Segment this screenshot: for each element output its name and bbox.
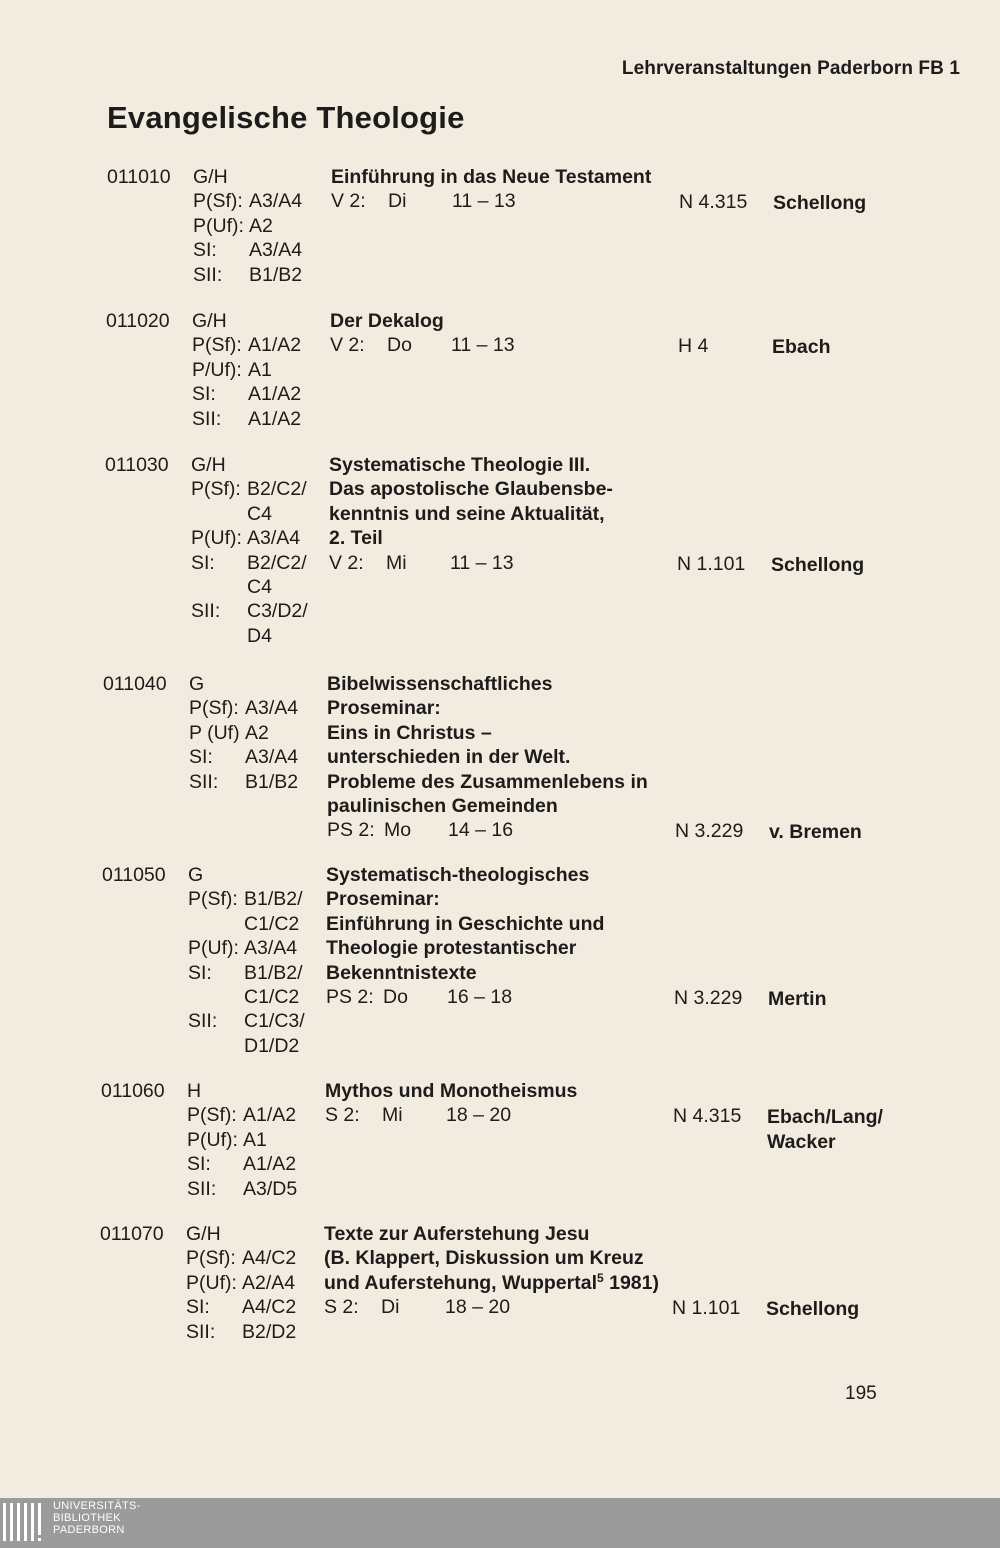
study-plan-label: P(Sf): <box>187 1104 237 1127</box>
study-plan-row <box>191 599 308 623</box>
study-plan-value: A1/A2 <box>243 1104 297 1127</box>
study-plan-value: A1 <box>248 358 272 381</box>
session-type: PS 2: <box>327 819 375 842</box>
study-plan-row <box>187 1103 296 1127</box>
schedule-line <box>326 985 966 1009</box>
study-plan-label: P(Uf): <box>186 1271 237 1294</box>
course-level: G/H <box>192 310 227 332</box>
study-plan-label: SII: <box>193 263 223 286</box>
study-plan-row <box>191 526 300 550</box>
course-title-line: Proseminar: <box>327 697 441 720</box>
course-level: G/H <box>193 166 228 188</box>
study-plan-value: A1/A2 <box>248 383 302 406</box>
weekday: Di <box>388 190 407 213</box>
lecturer: Mertin <box>768 988 827 1010</box>
lecturer: Schellong <box>771 553 865 576</box>
study-plan-row <box>186 1295 296 1319</box>
study-plan-row <box>188 887 303 911</box>
study-plan-row <box>187 1128 267 1152</box>
study-plan-value: A1/A2 <box>248 407 302 430</box>
time-slot: 14 – 16 <box>448 819 514 842</box>
study-plan-label: SI: <box>193 239 217 262</box>
study-plan-label: P(Sf): <box>189 697 239 720</box>
weekday: Do <box>387 334 412 357</box>
course-level: G/H <box>186 1223 221 1245</box>
course-code: 011060 <box>101 1080 165 1102</box>
course-title-tail: 1981) <box>603 1271 659 1294</box>
logo-line: PADERBORN <box>53 1524 125 1536</box>
library-logo-icon <box>3 1501 47 1545</box>
course-title-line: 2. Teil <box>329 527 383 550</box>
study-plan-row <box>188 936 297 960</box>
course-title-line: Bekenntnistexte <box>326 961 477 984</box>
study-plan-label: P(Sf): <box>186 1247 236 1270</box>
study-plan-row <box>191 624 272 648</box>
study-plan-value: A2 <box>249 214 273 237</box>
course-code: 011040 <box>103 673 167 695</box>
library-logo-text <box>53 1500 141 1536</box>
session-type: PS 2: <box>326 986 374 1008</box>
schedule-line <box>330 333 970 357</box>
room: N 1.101 <box>672 1297 741 1320</box>
course-title-line: Das apostolische Glaubensbe- <box>329 478 613 501</box>
study-plan-value: B1/B2/ <box>244 961 303 984</box>
course-level: G <box>189 673 205 695</box>
room: N 3.229 <box>675 820 744 843</box>
study-plan-value: A3/A4 <box>245 697 299 720</box>
study-plan-row <box>191 477 307 501</box>
study-plan-label: SI: <box>191 551 215 574</box>
lecturer: Ebach <box>772 336 831 359</box>
course-title-line: (B. Klappert, Diskussion um Kreuz <box>324 1247 644 1270</box>
lecturer: Schellong <box>773 192 867 215</box>
study-plan-row <box>187 1177 297 1201</box>
study-plan-row <box>193 214 273 238</box>
study-plan-label: SII: <box>188 1010 218 1033</box>
course-title-line: Eins in Christus – <box>327 721 492 744</box>
study-plan-value: A3/A4 <box>244 937 298 960</box>
study-plan-value: A4/C2 <box>242 1296 297 1319</box>
course-level: H <box>187 1080 202 1102</box>
course-title-line: Systematische Theologie III. <box>329 454 591 476</box>
study-plan-value: A3/A4 <box>245 746 299 769</box>
course-title-line: Systematisch-theologisches <box>326 864 590 886</box>
study-plan-label: P(Sf): <box>193 190 243 213</box>
study-plan-label: P(Sf): <box>192 334 242 357</box>
study-plan-row <box>192 358 272 382</box>
study-plan-row <box>188 912 299 936</box>
study-plan-value: A3/A4 <box>249 190 303 213</box>
course-code: 011070 <box>100 1223 164 1245</box>
course-code: 011020 <box>106 310 170 332</box>
logo-line: UNIVERSITÄTS- <box>53 1500 141 1512</box>
study-plan-label: P(Uf): <box>187 1128 238 1151</box>
study-plan-row <box>189 696 298 720</box>
course-level: G <box>188 864 204 886</box>
course-title-line: paulinischen Gemeinden <box>327 795 558 817</box>
schedule-line <box>324 1295 964 1319</box>
course-code: 011010 <box>107 166 171 188</box>
study-plan-row <box>188 1009 305 1033</box>
weekday: Di <box>381 1296 400 1319</box>
study-plan-label: SII: <box>187 1177 217 1200</box>
session-type: V 2: <box>329 551 364 574</box>
course-level: G/H <box>191 454 226 476</box>
study-plan-row <box>193 189 302 213</box>
study-plan-label: P(Sf): <box>191 478 241 501</box>
study-plan-row <box>186 1246 296 1270</box>
study-plan-value: A3/A4 <box>249 239 303 262</box>
study-plan-value: D4 <box>247 624 272 647</box>
study-plan-value: A3/D5 <box>243 1177 298 1200</box>
study-plan-row <box>186 1271 295 1295</box>
study-plan-label: SI: <box>189 746 213 769</box>
study-plan-label: P(Uf): <box>191 527 242 550</box>
study-plan-value: D1/D2 <box>244 1034 300 1057</box>
course-title-line: Bibelwissenschaftliches <box>327 673 553 695</box>
study-plan-row <box>189 770 298 794</box>
section-title: Evangelische Theologie <box>107 100 465 135</box>
study-plan-label: SII: <box>192 407 222 430</box>
weekday: Mi <box>382 1104 403 1127</box>
course-title-line: Mythos und Monotheismus <box>325 1080 578 1102</box>
study-plan-label: P(Uf): <box>193 214 244 237</box>
study-plan-label: SI: <box>186 1296 210 1319</box>
study-plan-label: SII: <box>189 770 219 793</box>
session-type: V 2: <box>330 334 365 357</box>
study-plan-row <box>187 1152 296 1176</box>
study-plan-value: C4 <box>247 576 272 598</box>
study-plan-label: SI: <box>187 1153 211 1176</box>
course-title-line: unterschieden in der Welt. <box>327 746 571 769</box>
schedule-line <box>327 818 967 842</box>
study-plan-value: B2/D2 <box>242 1320 297 1343</box>
weekday: Do <box>383 986 408 1008</box>
study-plan-row <box>189 745 298 769</box>
course-code: 011050 <box>102 864 166 886</box>
time-slot: 11 – 13 <box>452 190 516 213</box>
course-title-line: Probleme des Zusammenlebens in <box>327 770 648 793</box>
study-plan-row <box>192 407 301 431</box>
study-plan-row <box>192 333 301 357</box>
study-plan-value: C1/C2 <box>244 912 300 935</box>
study-plan-value: B1/B2 <box>249 263 303 286</box>
study-plan-value: B2/C2/ <box>247 551 307 574</box>
room: N 4.315 <box>673 1105 742 1128</box>
superscript-edition: 5 <box>597 1270 604 1285</box>
study-plan-label: P (Uf) <box>189 721 240 744</box>
study-plan-value: B2/C2/ <box>247 478 307 501</box>
time-slot: 16 – 18 <box>447 986 513 1008</box>
session-type: S 2: <box>324 1296 359 1319</box>
schedule-line <box>331 189 971 213</box>
study-plan-value: C1/C3/ <box>244 1010 305 1033</box>
course-title-line: Texte zur Auferstehung Jesu <box>324 1223 590 1245</box>
schedule-line <box>329 551 969 575</box>
study-plan-value: A1 <box>243 1128 267 1151</box>
course-title-line: kenntnis und seine Aktualität, <box>329 502 605 525</box>
study-plan-label: P/Uf): <box>192 358 242 381</box>
library-footer <box>0 1498 1000 1548</box>
study-plan-value: A2/A4 <box>242 1271 296 1294</box>
lecturer: Wacker <box>767 1130 836 1153</box>
room: H 4 <box>678 335 709 358</box>
study-plan-value: A3/A4 <box>247 527 301 550</box>
study-plan-label: SII: <box>186 1320 216 1343</box>
weekday: Mo <box>384 819 412 842</box>
room: N 4.315 <box>679 191 748 214</box>
course-title-line: und Auferstehung, Wuppertal$^5$ 1981) <box>324 1270 659 1294</box>
study-plan-label: SI: <box>188 961 212 984</box>
study-plan-label: P(Uf): <box>188 937 239 960</box>
time-slot: 11 – 13 <box>451 334 515 357</box>
time-slot: 11 – 13 <box>450 551 514 574</box>
study-plan-value: A1/A2 <box>243 1153 297 1176</box>
course-title-line: Theologie protestantischer <box>326 937 577 960</box>
course-title-line: Proseminar: <box>326 888 440 911</box>
study-plan-row <box>186 1320 296 1344</box>
study-plan-value: C3/D2/ <box>247 600 308 623</box>
logo-line: BIBLIOTHEK <box>53 1512 121 1524</box>
study-plan-row <box>192 382 301 406</box>
study-plan-value: C4 <box>247 502 272 525</box>
study-plan-label: P(Sf): <box>188 888 238 911</box>
study-plan-value: B1/B2/ <box>244 888 303 911</box>
study-plan-value: A1/A2 <box>248 334 302 357</box>
study-plan-row <box>189 721 269 745</box>
time-slot: 18 – 20 <box>446 1104 512 1127</box>
study-plan-row <box>191 502 272 526</box>
session-type: V 2: <box>331 190 366 213</box>
lecturer: v. Bremen <box>769 821 862 844</box>
running-head: Lehrveranstaltungen Paderborn FB 1 <box>621 58 960 79</box>
study-plan-row <box>193 263 302 287</box>
study-plan-value: C1/C2 <box>244 986 300 1008</box>
course-code: 011030 <box>105 454 169 476</box>
lecturer: Schellong <box>766 1298 860 1321</box>
study-plan-value: A2 <box>245 721 269 744</box>
study-plan-row <box>188 985 299 1009</box>
page-number: 195 <box>845 1383 877 1404</box>
lecturer: Ebach/Lang/ <box>767 1106 883 1129</box>
room: N 1.101 <box>677 552 746 575</box>
study-plan-value: A4/C2 <box>242 1247 297 1270</box>
course-title-line: Einführung in Geschichte und <box>326 912 605 935</box>
room: N 3.229 <box>674 987 743 1009</box>
study-plan-label: SI: <box>192 383 216 406</box>
study-plan-label: SII: <box>191 600 221 623</box>
study-plan-row <box>188 1034 299 1058</box>
weekday: Mi <box>386 551 407 574</box>
study-plan-value: B1/B2 <box>245 770 299 793</box>
study-plan-row <box>193 238 302 262</box>
study-plan-row <box>188 961 303 985</box>
study-plan-row <box>191 551 307 575</box>
course-title-line: Der Dekalog <box>330 310 444 332</box>
time-slot: 18 – 20 <box>445 1296 511 1319</box>
course-title-line: Einführung in das Neue Testament <box>331 166 652 188</box>
study-plan-row <box>191 575 272 599</box>
session-type: S 2: <box>325 1104 360 1127</box>
